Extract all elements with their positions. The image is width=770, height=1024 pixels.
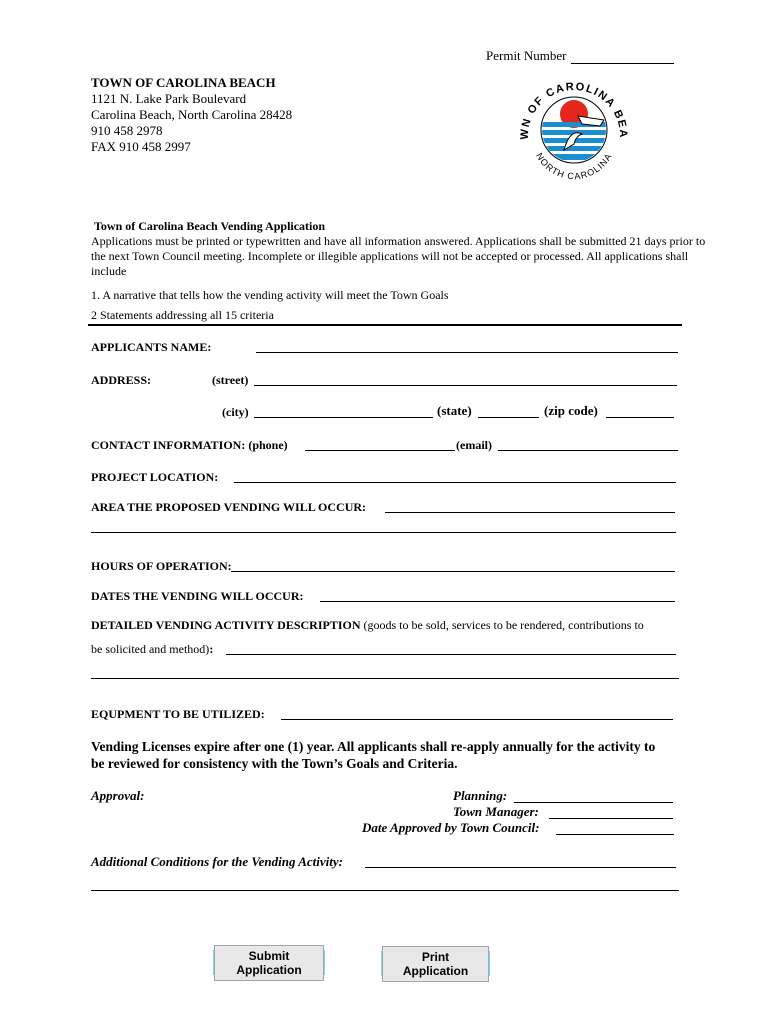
- license-notice-line-2: be reviewed for consistency with the Town’s Goals and Criteria.: [91, 756, 458, 771]
- email-field[interactable]: [498, 438, 678, 451]
- submit-application-button[interactable]: [213, 950, 325, 975]
- planning-field[interactable]: [514, 790, 673, 803]
- equipment-label: EQUPMENT TO BE UTILIZED:: [91, 707, 265, 721]
- dates-label: DATES THE VENDING WILL OCCUR:: [91, 589, 304, 603]
- address-label: ADDRESS:: [91, 373, 152, 387]
- date-approved-label: Date Approved by Town Council:: [362, 820, 540, 835]
- requirement-1: 1. A narrative that tells how the vending activity will meet the Town Goals: [91, 288, 449, 302]
- additional-conditions-field[interactable]: [365, 855, 676, 868]
- city-label: (city): [222, 405, 249, 419]
- additional-conditions-line-2[interactable]: [91, 890, 679, 891]
- print-application-button[interactable]: [381, 951, 490, 976]
- intro-line-2: the next Town Council meeting. Incomplete or illegible applications will not be accepted or processed. All applications shall: [91, 249, 689, 263]
- applicant-name-field[interactable]: [256, 340, 678, 353]
- svg-text:TOWN OF CAROLINA BEACH: WN OF CAROLINA BEA: [518, 80, 630, 140]
- phone-number: 910 458 2978: [91, 123, 163, 138]
- town-seal-logo: [512, 70, 636, 194]
- city-field[interactable]: [254, 405, 433, 418]
- state-label: (state): [437, 403, 472, 418]
- state-field[interactable]: [478, 405, 539, 418]
- street-field[interactable]: [254, 373, 677, 386]
- contact-phone-label: CONTACT INFORMATION: (phone): [91, 438, 288, 452]
- license-notice-line-1: Vending Licenses expire after one (1) year. All applicants shall re-apply annually for the activity to: [91, 739, 656, 754]
- description-label-line-2: be solicited and method):: [91, 642, 214, 656]
- zip-field[interactable]: [606, 405, 674, 418]
- intro-line-3: include: [91, 264, 127, 278]
- org-name: TOWN OF CAROLINA BEACH: [91, 75, 276, 90]
- permit-number-field[interactable]: [571, 51, 674, 64]
- phone-field[interactable]: [305, 438, 455, 451]
- print-application-label: Print Application: [382, 946, 489, 982]
- section-divider: [88, 324, 682, 326]
- vending-area-line-2[interactable]: [91, 532, 676, 533]
- svg-text:NORTH CAROLINA: NORTH CAROLINA: [534, 151, 614, 182]
- vending-area-label: AREA THE PROPOSED VENDING WILL OCCUR:: [91, 500, 367, 514]
- vending-area-field[interactable]: [385, 500, 675, 513]
- town-manager-label: Town Manager:: [453, 804, 539, 819]
- dates-field[interactable]: [320, 589, 675, 602]
- approval-label: Approval:: [91, 788, 145, 803]
- fax-number: FAX 910 458 2997: [91, 139, 191, 154]
- project-location-field[interactable]: [234, 470, 676, 483]
- description-line-2[interactable]: [91, 678, 679, 679]
- description-label: DETAILED VENDING ACTIVITY DESCRIPTION (goods to be sold, services to be rendered, contributions to: [91, 618, 644, 632]
- description-field[interactable]: [226, 642, 676, 655]
- address-line-2: Carolina Beach, North Carolina 28428: [91, 107, 293, 122]
- planning-label: Planning:: [453, 788, 508, 803]
- permit-number-label: Permit Number: [486, 48, 567, 63]
- equipment-field[interactable]: [281, 707, 673, 720]
- town-manager-field[interactable]: [549, 806, 673, 819]
- submit-application-label: Submit Application: [214, 945, 324, 981]
- application-title: Town of Carolina Beach Vending Application: [94, 219, 326, 233]
- project-location-label: PROJECT LOCATION:: [91, 470, 219, 484]
- address-line-1: 1121 N. Lake Park Boulevard: [91, 91, 247, 106]
- hours-field[interactable]: [231, 559, 675, 572]
- date-approved-field[interactable]: [556, 822, 674, 835]
- zip-label: (zip code): [544, 403, 598, 418]
- additional-conditions-label: Additional Conditions for the Vending Activity:: [91, 854, 343, 869]
- requirement-2: 2 Statements addressing all 15 criteria: [91, 308, 274, 322]
- email-label: (email): [456, 438, 492, 452]
- applicant-name-label: APPLICANTS NAME:: [91, 340, 212, 354]
- intro-line-1: Applications must be printed or typewritten and have all information answered. Applications shall be submitted 21 days prior to: [91, 234, 706, 248]
- street-label: (street): [212, 373, 249, 387]
- hours-label: HOURS OF OPERATION:: [91, 559, 232, 573]
